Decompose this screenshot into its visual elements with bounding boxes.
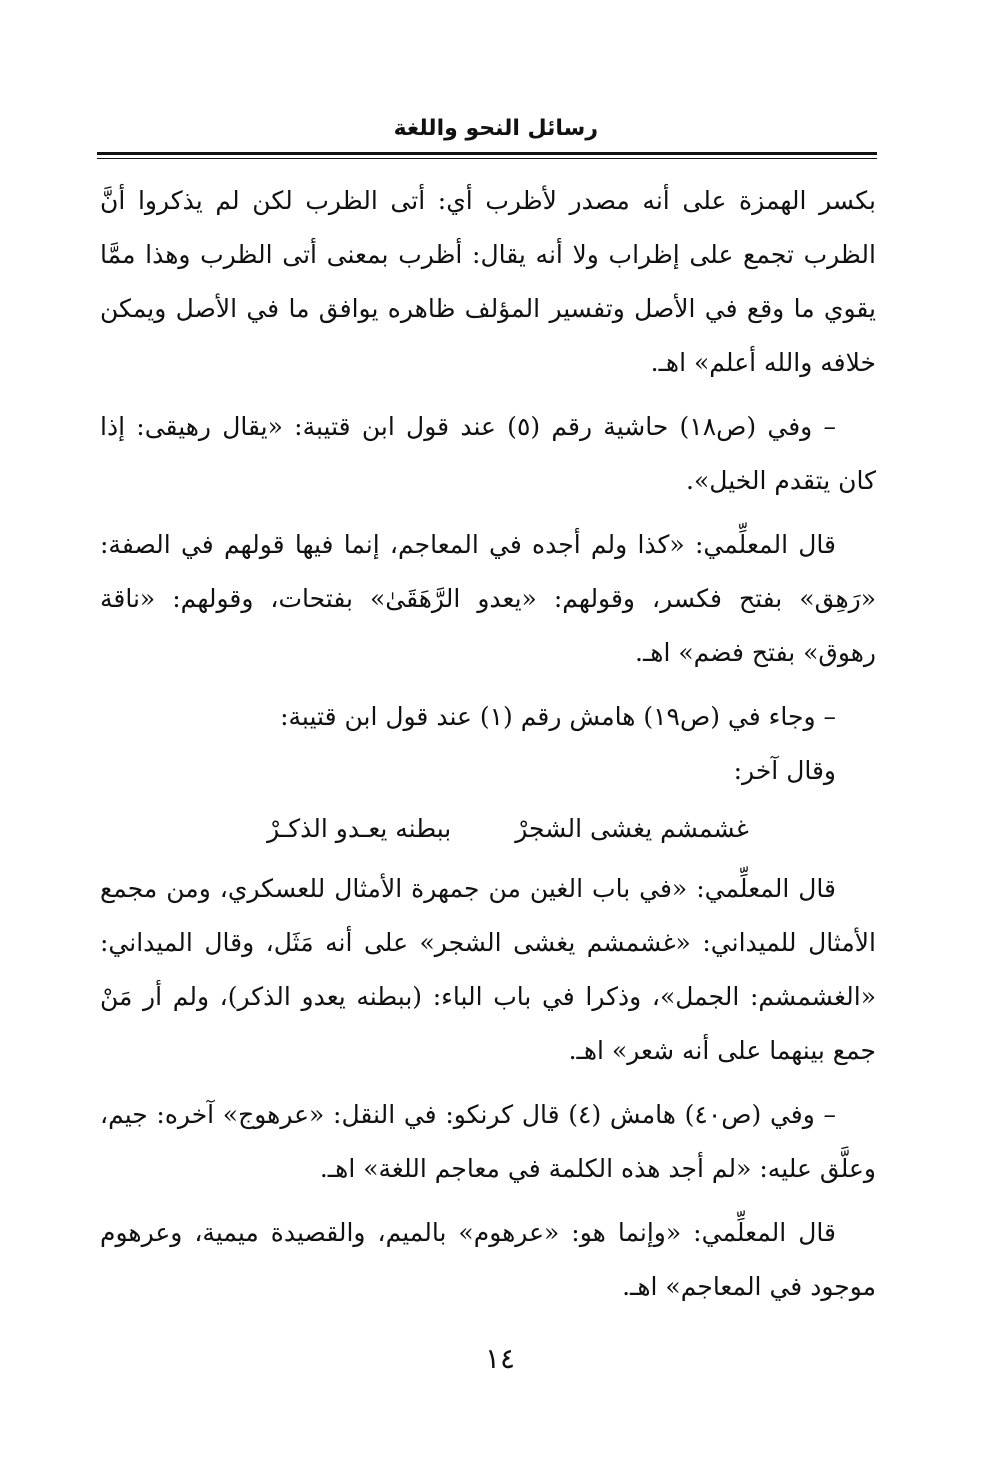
running-title: رسائل النحو واللغة — [393, 116, 598, 141]
verse-second-hemistich: ببطنه يعـدو الذكـرْ — [267, 814, 452, 843]
paragraph-verse-intro: وقال آخر: — [733, 756, 836, 785]
page-number: ١٤ — [484, 1342, 516, 1375]
paragraph-muallimi-comment-2: قال المعلِّمي: «في باب الغين من جمهرة الأمثال للعسكري، ومن مجمع الأمثال للميداني: «غشمشم يغشى الشجر» على أنه مَثَل، وقال الميداني: «الغشمشم: الجمل»، وذكرا في باب الباء: (ببطنه يعدو الذكر)، ولم أر مَنْ جمع بينهما على أنه شعر» اهـ. — [100, 874, 876, 1065]
header-rule-thin — [97, 158, 877, 159]
header-rule-thick — [97, 152, 877, 155]
verse-line — [100, 802, 876, 856]
paragraph-note-p19: – وجاء في (ص١٩) هامش رقم (١) عند قول ابن قتيبة: — [280, 702, 836, 731]
paragraph-muallimi-comment-3: قال المعلِّمي: «وإنما هو: «عرهوم» بالميم، والقصيدة ميمية، وعرهوم موجود في المعاجم» اهـ. — [100, 1218, 876, 1301]
paragraph-note-p18: – وفي (ص١٨) حاشية رقم (٥) عند قول ابن قتيبة: «يقال رهيقى: إذا كان يتقدم الخيل». — [100, 412, 876, 495]
paragraph-muallimi-comment-1: قال المعلِّمي: «كذا ولم أجده في المعاجم، إنما فيها قولهم في الصفة: «رَهِق» بفتح فكسر، وقولهم: «يعدو الرَّهَقَىٰ» بفتحات، وقولهم: «ناقة رهوق» بفتح فضم» اهـ. — [100, 530, 876, 667]
verse-first-hemistich: غشمشم يغشى الشجرْ — [515, 814, 749, 843]
page-body — [100, 174, 876, 1324]
paragraph-note-p40: – وفي (ص٤٠) هامش (٤) قال كرنكو: في النقل: «عرهوج» آخره: جيم، وعلَّق عليه: «لم أجد هذه الكلمة في معاجم اللغة» اهـ. — [100, 1100, 876, 1183]
paragraph-continuation: بكسر الهمزة على أنه مصدر لأظرب أي: أتى الظرب لكن لم يذكروا أنَّ الظرب تجمع على إظراب ولا أنه يقال: أظرب بمعنى أتى الظرب وهذا ممَّا يقوي ما وقع في الأصل وتفسير المؤلف ظاهره يوافق ما في الأصل ويمكن خلافه والله أعلم» اهـ. — [100, 186, 876, 377]
